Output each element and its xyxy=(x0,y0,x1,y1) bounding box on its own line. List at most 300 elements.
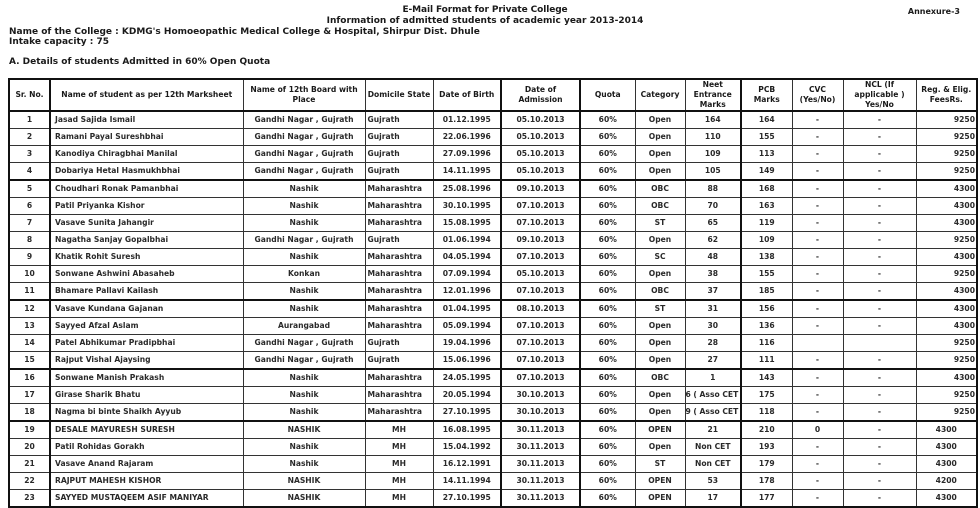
cell-dob: 15.06.1996 xyxy=(433,352,501,370)
cell-neet-marks: 9 ( Asso CET xyxy=(685,404,741,422)
cell-ncl: - xyxy=(843,266,916,283)
cell-neet-marks: 109 xyxy=(685,146,741,163)
cell-pcb-marks: 155 xyxy=(741,129,792,146)
cell-sr-no: 15 xyxy=(9,352,50,370)
cell-doa: 09.10.2013 xyxy=(501,180,580,198)
table-row xyxy=(9,300,977,318)
cell-cvc: - xyxy=(792,456,843,473)
cell-board: Nashik xyxy=(243,180,365,198)
cell-pcb-marks: 185 xyxy=(741,283,792,301)
intake-capacity: Intake capacity : 75 xyxy=(9,37,110,47)
cell-domicile: Maharashtra xyxy=(365,198,433,215)
cell-fees: 4300 xyxy=(916,369,977,387)
cell-student-name: Nagma bi binte Shaikh Ayyub xyxy=(50,404,243,422)
cell-pcb-marks: 136 xyxy=(741,318,792,335)
cell-dob: 22.06.1996 xyxy=(433,129,501,146)
cell-student-name: Jasad Sajida Ismail xyxy=(50,111,243,129)
cell-student-name: Vasave Sunita Jahangir xyxy=(50,215,243,232)
cell-doa: 30.11.2013 xyxy=(501,473,580,490)
cell-dob: 04.05.1994 xyxy=(433,249,501,266)
cell-cvc: - xyxy=(792,266,843,283)
table-header-row xyxy=(9,79,977,111)
cell-category: Open xyxy=(635,129,685,146)
cell-student-name: Kanodiya Chiragbhai Manilal xyxy=(50,146,243,163)
cell-sr-no: 8 xyxy=(9,232,50,249)
cell-fees: 4300 xyxy=(916,490,977,508)
cell-pcb-marks: 156 xyxy=(741,300,792,318)
cell-sr-no: 22 xyxy=(9,473,50,490)
cell-neet-marks: 30 xyxy=(685,318,741,335)
cell-pcb-marks: 113 xyxy=(741,146,792,163)
cell-domicile: Maharashtra xyxy=(365,215,433,232)
cell-quota: 60% xyxy=(580,335,635,352)
cell-doa: 05.10.2013 xyxy=(501,146,580,163)
table-row xyxy=(9,146,977,163)
cell-ncl: - xyxy=(843,163,916,181)
cell-cvc: - xyxy=(792,180,843,198)
cell-board: Gandhi Nagar , Gujrath xyxy=(243,352,365,370)
cell-dob: 07.09.1994 xyxy=(433,266,501,283)
cell-neet-marks: 17 xyxy=(685,490,741,508)
cell-neet-marks: 21 xyxy=(685,421,741,439)
cell-sr-no: 12 xyxy=(9,300,50,318)
cell-sr-no: 21 xyxy=(9,456,50,473)
cell-board: NASHIK xyxy=(243,473,365,490)
cell-domicile: Maharashtra xyxy=(365,318,433,335)
cell-ncl: - xyxy=(843,387,916,404)
cell-doa: 30.11.2013 xyxy=(501,490,580,508)
cell-doa: 05.10.2013 xyxy=(501,163,580,181)
cell-neet-marks: 62 xyxy=(685,232,741,249)
cell-quota: 60% xyxy=(580,421,635,439)
cell-category: Open xyxy=(635,352,685,370)
cell-domicile: Gujrath xyxy=(365,111,433,129)
cell-board: Konkan xyxy=(243,266,365,283)
cell-fees: 4300 xyxy=(916,439,977,456)
cell-category: OBC xyxy=(635,180,685,198)
cell-category: SC xyxy=(635,249,685,266)
cell-neet-marks: 53 xyxy=(685,473,741,490)
cell-board: Nashik xyxy=(243,369,365,387)
cell-sr-no: 16 xyxy=(9,369,50,387)
cell-dob: 12.01.1996 xyxy=(433,283,501,301)
cell-student-name: Sayyed Afzal Aslam xyxy=(50,318,243,335)
cell-fees: 4300 xyxy=(916,318,977,335)
col-header-fees: Reg. & Elig. FeesRs. xyxy=(916,79,977,111)
cell-dob: 15.04.1992 xyxy=(433,439,501,456)
cell-category: Open xyxy=(635,232,685,249)
table-row xyxy=(9,163,977,181)
cell-ncl: - xyxy=(843,146,916,163)
cell-cvc: - xyxy=(792,215,843,232)
cell-fees: 4300 xyxy=(916,215,977,232)
table-row xyxy=(9,352,977,370)
cell-cvc: - xyxy=(792,198,843,215)
cell-category: OPEN xyxy=(635,421,685,439)
cell-doa: 08.10.2013 xyxy=(501,300,580,318)
col-header-ncl: NCL (If applicable ) Yes/No xyxy=(843,79,916,111)
cell-cvc: - xyxy=(792,300,843,318)
cell-category: OBC xyxy=(635,283,685,301)
table-row xyxy=(9,215,977,232)
cell-student-name: Vasave Anand Rajaram xyxy=(50,456,243,473)
cell-ncl: - xyxy=(843,439,916,456)
cell-domicile: Gujrath xyxy=(365,146,433,163)
cell-ncl: - xyxy=(843,318,916,335)
cell-fees: 9250 xyxy=(916,146,977,163)
col-header-quota: Quota xyxy=(580,79,635,111)
cell-fees: 9250 xyxy=(916,387,977,404)
col-header-neet: Neet Entrance Marks xyxy=(685,79,741,111)
cell-board: Nashik xyxy=(243,300,365,318)
cell-doa: 30.10.2013 xyxy=(501,404,580,422)
col-header-student-name: Name of student as per 12th Marksheet xyxy=(50,79,243,111)
table-row xyxy=(9,369,977,387)
cell-cvc: - xyxy=(792,249,843,266)
cell-dob: 14.11.1994 xyxy=(433,473,501,490)
cell-dob: 25.08.1996 xyxy=(433,180,501,198)
table-row xyxy=(9,456,977,473)
cell-category: Open xyxy=(635,404,685,422)
cell-domicile: MH xyxy=(365,421,433,439)
cell-student-name: RAJPUT MAHESH KISHOR xyxy=(50,473,243,490)
cell-category: OBC xyxy=(635,369,685,387)
cell-student-name: Sonwane Ashwini Abasaheb xyxy=(50,266,243,283)
cell-ncl: - xyxy=(843,473,916,490)
col-header-category: Category xyxy=(635,79,685,111)
cell-dob: 27.10.1995 xyxy=(433,490,501,508)
cell-pcb-marks: 143 xyxy=(741,369,792,387)
cell-quota: 60% xyxy=(580,352,635,370)
cell-pcb-marks: 177 xyxy=(741,490,792,508)
cell-fees: 9250 xyxy=(916,266,977,283)
cell-ncl: - xyxy=(843,404,916,422)
cell-neet-marks: 31 xyxy=(685,300,741,318)
cell-student-name: Ramani Payal Sureshbhai xyxy=(50,129,243,146)
cell-board: Nashik xyxy=(243,439,365,456)
cell-student-name: Sonwane Manish Prakash xyxy=(50,369,243,387)
cell-pcb-marks: 210 xyxy=(741,421,792,439)
cell-sr-no: 9 xyxy=(9,249,50,266)
cell-dob: 14.11.1995 xyxy=(433,163,501,181)
cell-ncl: - xyxy=(843,300,916,318)
cell-neet-marks: Non CET xyxy=(685,439,741,456)
cell-ncl: - xyxy=(843,180,916,198)
cell-sr-no: 1 xyxy=(9,111,50,129)
table-row xyxy=(9,335,977,352)
cell-dob: 24.05.1995 xyxy=(433,369,501,387)
cell-quota: 60% xyxy=(580,283,635,301)
cell-ncl xyxy=(843,335,916,352)
cell-fees: 4300 xyxy=(916,180,977,198)
cell-neet-marks: 6 ( Asso CET xyxy=(685,387,741,404)
col-header-cvc: CVC (Yes/No) xyxy=(792,79,843,111)
cell-quota: 60% xyxy=(580,369,635,387)
cell-pcb-marks: 175 xyxy=(741,387,792,404)
cell-sr-no: 19 xyxy=(9,421,50,439)
col-header-pcb: PCB Marks xyxy=(741,79,792,111)
cell-sr-no: 5 xyxy=(9,180,50,198)
cell-board: Nashik xyxy=(243,283,365,301)
cell-fees: 4300 xyxy=(916,421,977,439)
cell-dob: 20.05.1994 xyxy=(433,387,501,404)
cell-pcb-marks: 179 xyxy=(741,456,792,473)
cell-student-name: Dobariya Hetal Hasmukhbhai xyxy=(50,163,243,181)
cell-pcb-marks: 138 xyxy=(741,249,792,266)
cell-dob: 16.12.1991 xyxy=(433,456,501,473)
cell-neet-marks: 164 xyxy=(685,111,741,129)
table-row xyxy=(9,266,977,283)
table-row xyxy=(9,421,977,439)
cell-domicile: Maharashtra xyxy=(365,387,433,404)
cell-sr-no: 2 xyxy=(9,129,50,146)
cell-neet-marks: 70 xyxy=(685,198,741,215)
cell-sr-no: 14 xyxy=(9,335,50,352)
cell-ncl: - xyxy=(843,232,916,249)
cell-category: OPEN xyxy=(635,473,685,490)
cell-category: OBC xyxy=(635,198,685,215)
cell-fees: 4300 xyxy=(916,300,977,318)
cell-doa: 30.11.2013 xyxy=(501,421,580,439)
cell-board: Nashik xyxy=(243,387,365,404)
cell-category: Open xyxy=(635,387,685,404)
cell-neet-marks: 1 xyxy=(685,369,741,387)
cell-cvc: 0 xyxy=(792,421,843,439)
cell-dob: 16.08.1995 xyxy=(433,421,501,439)
cell-domicile: Maharashtra xyxy=(365,300,433,318)
cell-cvc: - xyxy=(792,439,843,456)
cell-pcb-marks: 193 xyxy=(741,439,792,456)
cell-board: Aurangabad xyxy=(243,318,365,335)
cell-pcb-marks: 109 xyxy=(741,232,792,249)
table-row xyxy=(9,129,977,146)
cell-sr-no: 6 xyxy=(9,198,50,215)
cell-sr-no: 17 xyxy=(9,387,50,404)
cell-pcb-marks: 178 xyxy=(741,473,792,490)
cell-cvc: - xyxy=(792,473,843,490)
cell-doa: 07.10.2013 xyxy=(501,215,580,232)
cell-category: Open xyxy=(635,335,685,352)
cell-doa: 30.11.2013 xyxy=(501,439,580,456)
cell-fees: 9250 xyxy=(916,404,977,422)
cell-domicile: Maharashtra xyxy=(365,249,433,266)
cell-dob: 19.04.1996 xyxy=(433,335,501,352)
cell-board: NASHIK xyxy=(243,421,365,439)
cell-cvc: - xyxy=(792,352,843,370)
cell-student-name: Girase Sharik Bhatu xyxy=(50,387,243,404)
cell-category: ST xyxy=(635,215,685,232)
cell-quota: 60% xyxy=(580,129,635,146)
cell-fees: 9250 xyxy=(916,232,977,249)
cell-student-name: Patil Rohidas Gorakh xyxy=(50,439,243,456)
cell-sr-no: 3 xyxy=(9,146,50,163)
cell-fees: 9250 xyxy=(916,111,977,129)
cell-quota: 60% xyxy=(580,456,635,473)
cell-domicile: Gujrath xyxy=(365,163,433,181)
cell-dob: 30.10.1995 xyxy=(433,198,501,215)
cell-sr-no: 20 xyxy=(9,439,50,456)
cell-quota: 60% xyxy=(580,232,635,249)
cell-domicile: MH xyxy=(365,439,433,456)
cell-fees: 9250 xyxy=(916,335,977,352)
cell-doa: 07.10.2013 xyxy=(501,283,580,301)
cell-board: Nashik xyxy=(243,404,365,422)
cell-board: Nashik xyxy=(243,249,365,266)
cell-doa: 30.10.2013 xyxy=(501,387,580,404)
cell-dob: 15.08.1995 xyxy=(433,215,501,232)
cell-sr-no: 10 xyxy=(9,266,50,283)
cell-doa: 05.10.2013 xyxy=(501,111,580,129)
cell-neet-marks: 27 xyxy=(685,352,741,370)
cell-board: Nashik xyxy=(243,456,365,473)
cell-pcb-marks: 168 xyxy=(741,180,792,198)
table-row xyxy=(9,111,977,129)
cell-doa: 07.10.2013 xyxy=(501,318,580,335)
cell-quota: 60% xyxy=(580,146,635,163)
cell-neet-marks: 48 xyxy=(685,249,741,266)
cell-domicile: Maharashtra xyxy=(365,266,433,283)
cell-neet-marks: 110 xyxy=(685,129,741,146)
cell-pcb-marks: 163 xyxy=(741,198,792,215)
cell-ncl: - xyxy=(843,129,916,146)
cell-fees: 9250 xyxy=(916,163,977,181)
cell-category: Open xyxy=(635,146,685,163)
cell-domicile: Maharashtra xyxy=(365,180,433,198)
cell-board: Nashik xyxy=(243,215,365,232)
cell-domicile: MH xyxy=(365,473,433,490)
cell-category: Open xyxy=(635,266,685,283)
cell-category: Open xyxy=(635,439,685,456)
cell-neet-marks: 105 xyxy=(685,163,741,181)
cell-fees: 4300 xyxy=(916,198,977,215)
cell-cvc: - xyxy=(792,369,843,387)
table-row xyxy=(9,404,977,422)
cell-quota: 60% xyxy=(580,318,635,335)
cell-sr-no: 23 xyxy=(9,490,50,508)
cell-ncl: - xyxy=(843,215,916,232)
cell-pcb-marks: 118 xyxy=(741,404,792,422)
cell-doa: 30.11.2013 xyxy=(501,456,580,473)
cell-board: Gandhi Nagar , Gujrath xyxy=(243,163,365,181)
section-heading: A. Details of students Admitted in 60% Open Quota xyxy=(9,57,271,67)
cell-ncl: - xyxy=(843,421,916,439)
cell-quota: 60% xyxy=(580,163,635,181)
cell-quota: 60% xyxy=(580,215,635,232)
cell-student-name: DESALE MAYURESH SURESH xyxy=(50,421,243,439)
col-header-doa: Date of Admission xyxy=(501,79,580,111)
table-row xyxy=(9,283,977,301)
cell-student-name: Patel Abhikumar Pradipbhai xyxy=(50,335,243,352)
table-row xyxy=(9,232,977,249)
cell-student-name: Khatik Rohit Suresh xyxy=(50,249,243,266)
cell-domicile: Maharashtra xyxy=(365,369,433,387)
cell-category: ST xyxy=(635,456,685,473)
col-header-sr-no: Sr. No. xyxy=(9,79,50,111)
cell-neet-marks: 37 xyxy=(685,283,741,301)
cell-student-name: Nagatha Sanjay Gopalbhai xyxy=(50,232,243,249)
cell-quota: 60% xyxy=(580,439,635,456)
cell-ncl: - xyxy=(843,283,916,301)
cell-cvc: - xyxy=(792,404,843,422)
document-subtitle: Information of admitted students of academic year 2013-2014 xyxy=(326,16,644,26)
cell-domicile: Maharashtra xyxy=(365,404,433,422)
cell-quota: 60% xyxy=(580,111,635,129)
table-row xyxy=(9,198,977,215)
cell-ncl: - xyxy=(843,249,916,266)
cell-fees: 4300 xyxy=(916,456,977,473)
cell-quota: 60% xyxy=(580,387,635,404)
table-row xyxy=(9,180,977,198)
cell-sr-no: 13 xyxy=(9,318,50,335)
cell-category: Open xyxy=(635,318,685,335)
col-header-board: Name of 12th Board with Place xyxy=(243,79,365,111)
cell-fees: 4300 xyxy=(916,283,977,301)
cell-board: Nashik xyxy=(243,198,365,215)
table-row xyxy=(9,490,977,508)
cell-quota: 60% xyxy=(580,198,635,215)
cell-neet-marks: 88 xyxy=(685,180,741,198)
table-row xyxy=(9,387,977,404)
cell-neet-marks: 28 xyxy=(685,335,741,352)
cell-board: Gandhi Nagar , Gujrath xyxy=(243,232,365,249)
cell-category: OPEN xyxy=(635,490,685,508)
cell-doa: 09.10.2013 xyxy=(501,232,580,249)
cell-doa: 05.10.2013 xyxy=(501,129,580,146)
cell-sr-no: 7 xyxy=(9,215,50,232)
cell-board: Gandhi Nagar , Gujrath xyxy=(243,335,365,352)
cell-doa: 07.10.2013 xyxy=(501,249,580,266)
cell-pcb-marks: 149 xyxy=(741,163,792,181)
table-row xyxy=(9,473,977,490)
cell-dob: 27.09.1996 xyxy=(433,146,501,163)
cell-pcb-marks: 164 xyxy=(741,111,792,129)
cell-dob: 27.10.1995 xyxy=(433,404,501,422)
cell-student-name: Vasave Kundana Gajanan xyxy=(50,300,243,318)
col-header-dob: Date of Birth xyxy=(433,79,501,111)
cell-cvc: - xyxy=(792,232,843,249)
cell-domicile: Gujrath xyxy=(365,352,433,370)
cell-doa: 07.10.2013 xyxy=(501,369,580,387)
cell-category: Open xyxy=(635,111,685,129)
cell-neet-marks: Non CET xyxy=(685,456,741,473)
cell-dob: 05.09.1994 xyxy=(433,318,501,335)
cell-student-name: Choudhari Ronak Pamanbhai xyxy=(50,180,243,198)
cell-board: Gandhi Nagar , Gujrath xyxy=(243,146,365,163)
cell-category: ST xyxy=(635,300,685,318)
cell-board: NASHIK xyxy=(243,490,365,508)
cell-cvc: - xyxy=(792,490,843,508)
cell-ncl: - xyxy=(843,111,916,129)
cell-student-name: SAYYED MUSTAQEEM ASIF MANIYAR xyxy=(50,490,243,508)
cell-doa: 07.10.2013 xyxy=(501,335,580,352)
cell-cvc: - xyxy=(792,129,843,146)
cell-domicile: MH xyxy=(365,456,433,473)
table-row xyxy=(9,318,977,335)
cell-dob: 01.04.1995 xyxy=(433,300,501,318)
admitted-students-table xyxy=(8,78,978,508)
cell-doa: 05.10.2013 xyxy=(501,266,580,283)
cell-domicile: Maharashtra xyxy=(365,283,433,301)
cell-fees: 4200 xyxy=(916,473,977,490)
cell-ncl: - xyxy=(843,456,916,473)
cell-cvc: - xyxy=(792,387,843,404)
cell-domicile: Gujrath xyxy=(365,129,433,146)
cell-doa: 07.10.2013 xyxy=(501,198,580,215)
cell-ncl: - xyxy=(843,198,916,215)
document-title: E-Mail Format for Private College xyxy=(402,5,568,15)
cell-student-name: Rajput Vishal Ajaysing xyxy=(50,352,243,370)
cell-sr-no: 4 xyxy=(9,163,50,181)
